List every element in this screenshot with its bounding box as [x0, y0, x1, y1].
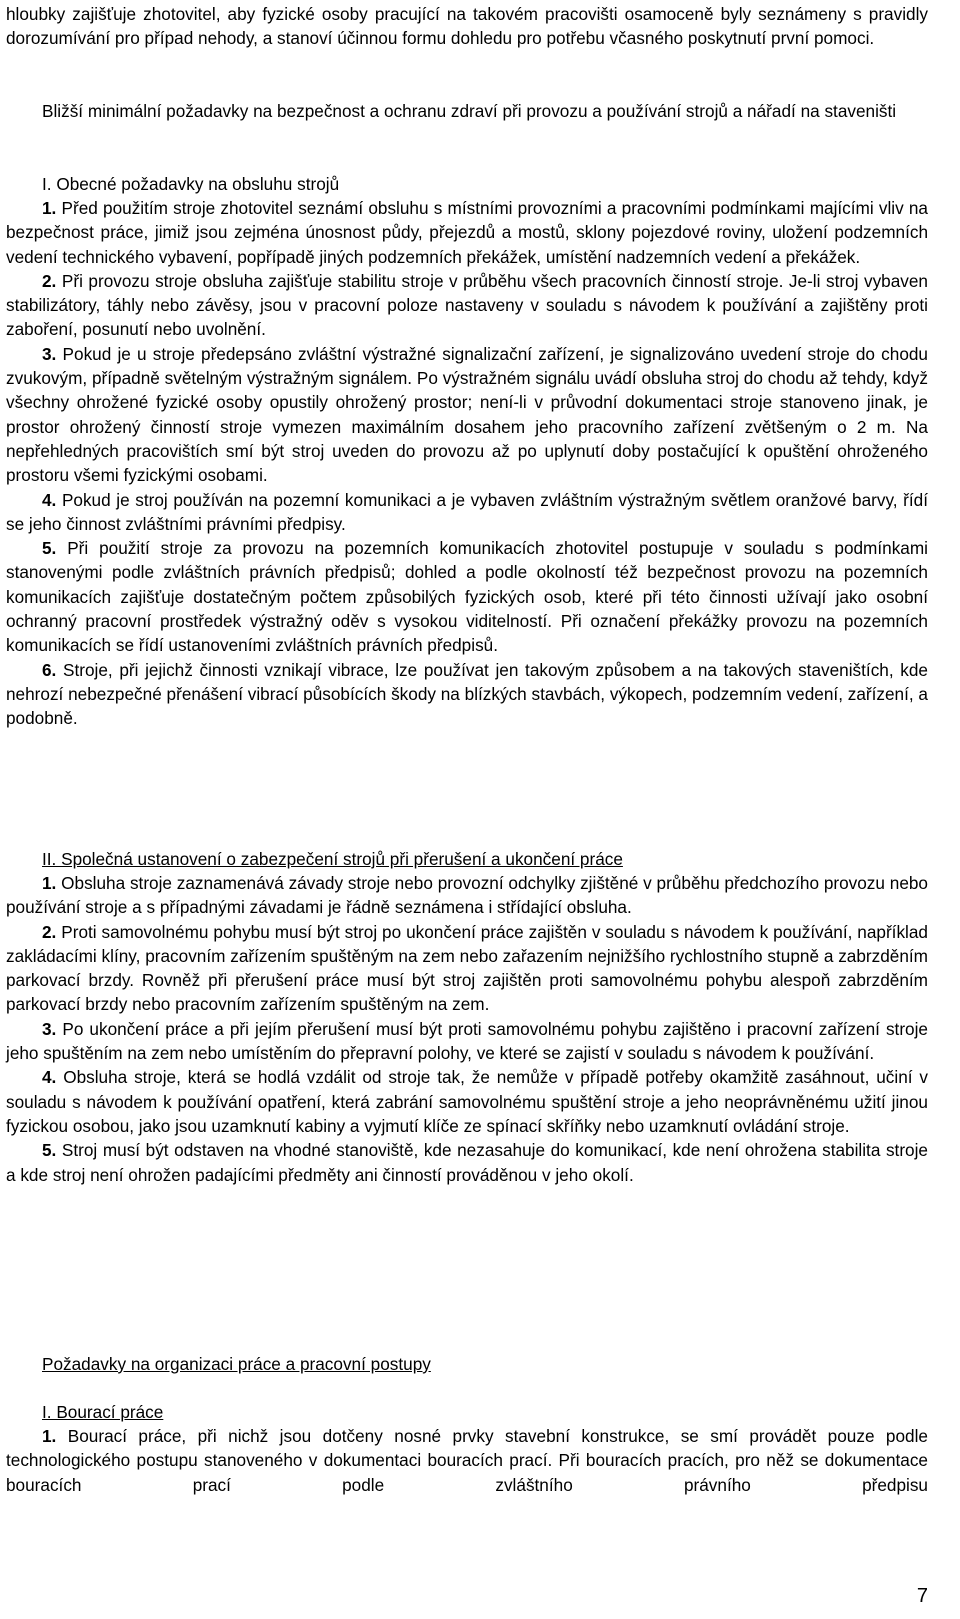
section-2-body [6, 871, 928, 1187]
section-2-heading-text: II. Společná ustanovení o zabezpečení strojů při přerušení a ukončení práce [42, 849, 623, 869]
item-text: Stroje, při jejichž činnosti vznikají vibrace, lze používat jen takovým způsobem a na takových staveništích, kde nehrozí nebezpečné přenášení vibrací působících škody na blízkých stavbách, výkopech, podzemním vedení, zařízení, a podobně. [6, 659, 928, 729]
item-number: 6. [42, 659, 57, 680]
list-item [6, 342, 928, 488]
item-text: Pokud je u stroje předepsáno zvláštní výstražné signalizační zařízení, je signalizováno uvedení stroje do chodu zvukovým, případně světelným výstražným signálem. Po výstražném signálu uvádí obsluha stroj do chodu až tehdy, když všechny ohrožené fyzické osoby opustily ohrožený prostor; není-li v průvodní dokumentaci stroje stanoveno jinak, je prostor ohrožený činností stroje vymezen maximálním dosahem jeho pracovního zařízení zvětšeným o 2 m. Na nepřehledných pracovištích smí být stroj uveden do provozu až po uplynutí doby postačující k opuštění ohroženého prostoru všemi fyzickými osobami. [6, 343, 928, 486]
list-item [6, 1424, 928, 1497]
item-text: Při provozu stroje obsluha zajišťuje stabilitu stroje v průběhu všech pracovních činností stroje. Je-li stroj vybaven stabilizátory, táhly nebo závěsy, jsou v pracovní poloze nastaveny v souladu s návodem k používání a zajištěny proti zaboření, posunutí nebo uvolnění. [6, 270, 928, 340]
list-item [6, 658, 928, 731]
item-number: 5. [42, 538, 57, 559]
item-number: 2. [42, 270, 57, 291]
list-item [6, 920, 928, 1017]
item-text: Stroj musí být odstaven na vhodné stanoviště, kde nezasahuje do komunikací, kde není ohrožena stabilita stroje a kde stroj není ohrožen padajícími předměty ani činností prováděnou v jeho okolí. [6, 1140, 928, 1185]
annex-2-title [42, 1352, 431, 1376]
list-item [6, 488, 928, 537]
item-text: Obsluha stroje, která se hodlá vzdálit od stroje tak, že nemůže v případě potřeby okamžitě zasáhnout, učiní v souladu s návodem k používání opatření, která zabrání samovolnému spuštění stroje a jeho neoprávněnému užití jinou fyzickou osobou, jako jsou uzamknutí kabiny a vyjmutí klíče ze spínací skříňky nebo uzamknutí ovládání stroje. [6, 1067, 928, 1136]
section-1-heading [42, 172, 339, 196]
section-2-heading [42, 847, 623, 871]
item-text: Pokud je stroj používán na pozemní komunikaci a je vybaven zvláštním výstražným světlem oranžové barvy, řídí se jeho činnost zvláštními právními předpisy. [6, 489, 928, 534]
item-number: 2. [42, 921, 57, 942]
list-item [6, 1017, 928, 1066]
list-item [6, 196, 928, 269]
section-3-body [6, 1424, 928, 1497]
intro-text: hloubky zajišťuje zhotovitel, aby fyzické osoby pracující na takovém pracovišti osamoceně byly seznámeny s pravidly dorozumívání pro případ nehody, a stanoví účinnou formu dohledu pro potřebu včasného poskytnutí první pomoci. [6, 4, 928, 49]
page-number: 7 [916, 1585, 928, 1607]
item-text: Bourací práce, při nichž jsou dotčeny nosné prvky stavební konstrukce, se smí provádět pouze podle technologického postupu stanoveného v dokumentaci bouracích prací. Při bouracích pracích, pro něž se dokumentace bouracích prací podle zvláštního právního předpisu [6, 1426, 928, 1495]
list-item [6, 269, 928, 342]
item-number: 3. [42, 343, 57, 364]
item-text: Po ukončení práce a při jejím přerušení musí být proti samovolnému pohybu zajištěno i pracovní zařízení stroje jeho spuštěním na zem nebo umístěním do přepravní polohy, ve které se zajistí v souladu s návodem k používání. [6, 1018, 928, 1064]
item-number: 4. [42, 1067, 57, 1088]
item-text: Při použití stroje za provozu na pozemních komunikacích zhotovitel postupuje v souladu s podmínkami stanovenými podle zvláštních právních předpisů; dohled a podle okolností též bezpečnost provozu na pozemních komunikacích zajišťuje dostatečným počtem způsobilých fyzických osob, které při této činnosti užívají jako osobní ochranný pracovní prostředek výstražný oděv s vysokou viditelností. Při označení překážky provozu na pozemních komunikacích se řídí ustanoveními zvláštních právních předpisů. [6, 538, 928, 656]
annex-title: Bližší minimální požadavky na bezpečnost a ochranu zdraví při provozu a používání strojů a nářadí na staveništi [42, 101, 897, 121]
annex-2-title-text: Požadavky na organizaci práce a pracovní postupy [42, 1354, 431, 1374]
list-item [6, 536, 928, 657]
section-1-body [6, 196, 928, 731]
item-number: 1. [42, 873, 57, 893]
section-1-heading-text: I. Obecné požadavky na obsluhu strojů [42, 174, 340, 194]
item-number: 3. [42, 1018, 57, 1039]
item-number: 5. [42, 1140, 57, 1161]
list-item [6, 871, 928, 920]
item-text: Proti samovolnému pohybu musí být stroj po ukončení práce zajištěn v souladu s návodem k používání, například zakládacími klíny, pracovním zařízením spuštěným na zem nebo zařazením nejnižšího rychlostního stupně a zabrzděním parkovací brzdy. Rovněž při přerušení práce musí být stroj zajištěn proti samovolnému pohybu alespoň zabrzděním parkovací brzdy nebo pracovním zařízením spuštěným na zem. [6, 921, 928, 1015]
item-number: 1. [42, 198, 57, 218]
section-3-heading-text: I. Bourací práce [42, 1402, 164, 1422]
item-text: Před použitím stroje zhotovitel seznámí obsluhu s místními provozními a pracovními podmínkami majícími vliv na bezpečnost práce, jimiž jsou zejména únosnost půdy, přejezdů a mostů, sklony pojezdové roviny, uložení podzemních vedení technického vybavení, popřípadě jiných podzemních překážek, umístění nadzemních vedení a překážek. [6, 198, 928, 267]
item-text: Obsluha stroje zaznamenává závady stroje nebo provozní odchylky zjištěné v průběhu předchozího provozu nebo používání stroje a s případnými závadami je řádně seznámena i střídající obsluha. [6, 873, 928, 918]
section-3-heading [42, 1400, 163, 1424]
list-item [6, 1138, 928, 1187]
item-number: 1. [42, 1426, 57, 1446]
intro-paragraph [6, 2, 928, 51]
list-item [6, 1065, 928, 1138]
item-number: 4. [42, 489, 57, 510]
